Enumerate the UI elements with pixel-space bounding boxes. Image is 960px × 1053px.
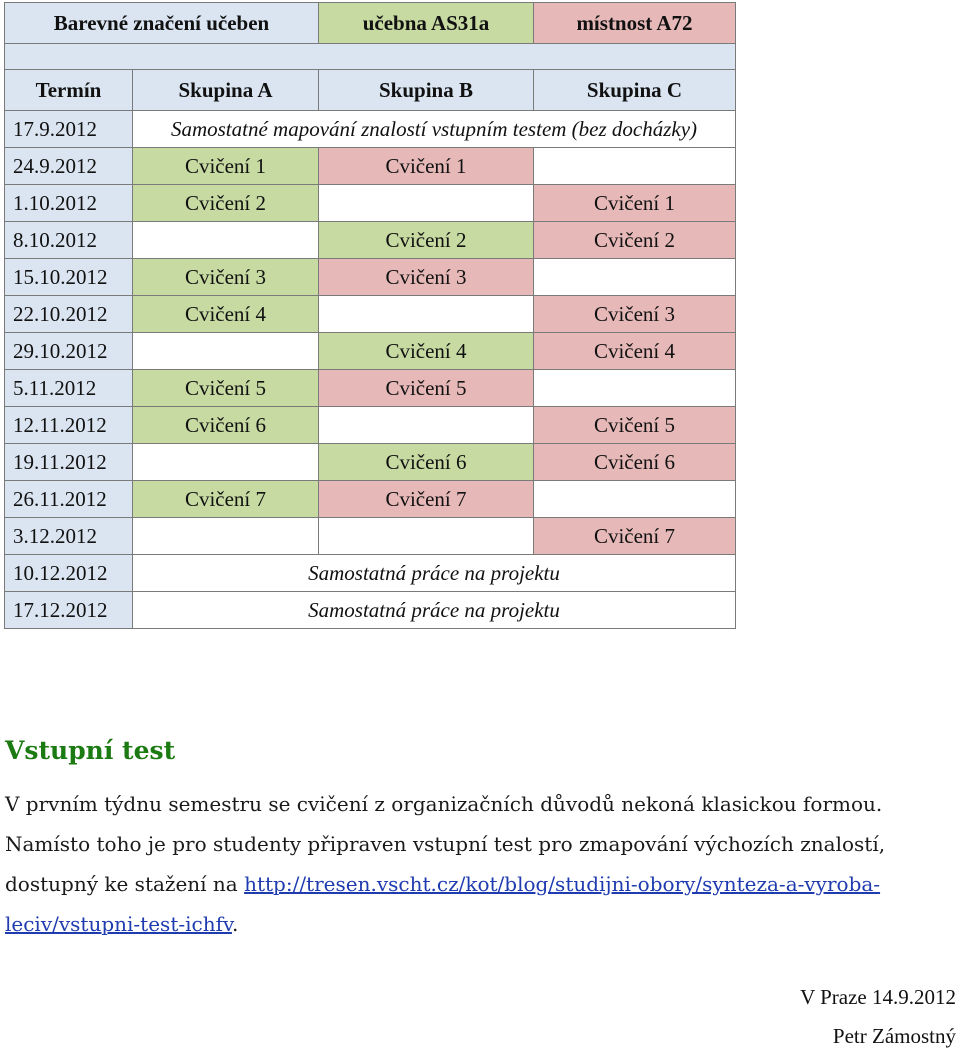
table-row	[5, 148, 736, 185]
table-row	[5, 481, 736, 518]
group-c-cell	[534, 370, 736, 407]
table-row	[5, 111, 736, 148]
group-c-cell: Cvičení 5	[534, 407, 736, 444]
group-b-cell: Cvičení 6	[319, 444, 534, 481]
group-b-cell	[319, 185, 534, 222]
span-cell: Samostatná práce na projektu	[133, 555, 736, 592]
group-c-cell	[534, 148, 736, 185]
group-a-cell: Cvičení 1	[133, 148, 319, 185]
group-b-cell: Cvičení 4	[319, 333, 534, 370]
column-header-group-b: Skupina B	[319, 70, 534, 111]
legend-room-a72: místnost A72	[534, 3, 736, 44]
column-header-group-c: Skupina C	[534, 70, 736, 111]
group-b-cell: Cvičení 2	[319, 222, 534, 259]
place-date: V Praze 14.9.2012	[800, 985, 956, 1009]
group-b-cell: Cvičení 5	[319, 370, 534, 407]
table-row	[5, 185, 736, 222]
group-c-cell: Cvičení 1	[534, 185, 736, 222]
table-row	[5, 518, 736, 555]
group-b-cell	[319, 518, 534, 555]
column-header-termin: Termín	[5, 70, 133, 111]
group-b-cell: Cvičení 7	[319, 481, 534, 518]
author-name: Petr Zámostný	[832, 1024, 956, 1048]
table-row	[5, 222, 736, 259]
group-b-cell	[319, 296, 534, 333]
table-row	[5, 370, 736, 407]
table-row	[5, 259, 736, 296]
date-cell: 1.10.2012	[5, 185, 133, 222]
group-c-cell	[534, 259, 736, 296]
legend-label: Barevné značení učeben	[5, 3, 319, 44]
group-a-cell: Cvičení 3	[133, 259, 319, 296]
paragraph-text: V prvním týdnu semestru se cvičení z organizačních důvodů nekoná klasickou formou. Namísto toho je pro studenty připraven vstupní test pro zmapování výchozích znalostí, dostupný ke stažení na	[5, 792, 886, 896]
group-c-cell	[534, 481, 736, 518]
date-cell: 22.10.2012	[5, 296, 133, 333]
paragraph-end: .	[231, 912, 239, 936]
table-row	[5, 407, 736, 444]
section-paragraph	[5, 784, 955, 944]
group-a-cell	[133, 444, 319, 481]
group-c-cell: Cvičení 7	[534, 518, 736, 555]
group-a-cell: Cvičení 4	[133, 296, 319, 333]
date-cell: 17.9.2012	[5, 111, 133, 148]
group-c-cell: Cvičení 4	[534, 333, 736, 370]
span-cell: Samostatné mapování znalostí vstupním testem (bez docházky)	[133, 111, 736, 148]
date-cell: 5.11.2012	[5, 370, 133, 407]
spacer-cell	[5, 44, 736, 70]
date-cell: 10.12.2012	[5, 555, 133, 592]
group-a-cell: Cvičení 2	[133, 185, 319, 222]
group-c-cell: Cvičení 2	[534, 222, 736, 259]
column-header-row	[5, 70, 736, 111]
date-cell: 15.10.2012	[5, 259, 133, 296]
section-title: Vstupní test	[5, 736, 176, 765]
group-a-cell: Cvičení 5	[133, 370, 319, 407]
span-cell: Samostatná práce na projektu	[133, 592, 736, 629]
group-a-cell	[133, 222, 319, 259]
group-b-cell	[319, 407, 534, 444]
column-header-group-a: Skupina A	[133, 70, 319, 111]
test-download-link[interactable]: http://tresen.vscht.cz/kot/blog/studijni-obory/synteza-a-vyroba-leciv/vstupni-test-ichfv	[5, 872, 881, 936]
group-a-cell: Cvičení 7	[133, 481, 319, 518]
group-c-cell: Cvičení 6	[534, 444, 736, 481]
date-cell: 17.12.2012	[5, 592, 133, 629]
legend-row	[5, 3, 736, 44]
group-a-cell	[133, 518, 319, 555]
date-cell: 29.10.2012	[5, 333, 133, 370]
table-row	[5, 592, 736, 629]
date-cell: 8.10.2012	[5, 222, 133, 259]
group-c-cell: Cvičení 3	[534, 296, 736, 333]
table-row	[5, 333, 736, 370]
date-cell: 26.11.2012	[5, 481, 133, 518]
group-b-cell: Cvičení 1	[319, 148, 534, 185]
group-a-cell: Cvičení 6	[133, 407, 319, 444]
spacer-row	[5, 44, 736, 70]
date-cell: 12.11.2012	[5, 407, 133, 444]
schedule-table	[4, 2, 736, 629]
table-row	[5, 444, 736, 481]
legend-room-as31a: učebna AS31a	[319, 3, 534, 44]
date-cell: 19.11.2012	[5, 444, 133, 481]
group-a-cell	[133, 333, 319, 370]
group-b-cell: Cvičení 3	[319, 259, 534, 296]
table-row	[5, 296, 736, 333]
date-cell: 3.12.2012	[5, 518, 133, 555]
date-cell: 24.9.2012	[5, 148, 133, 185]
table-row	[5, 555, 736, 592]
